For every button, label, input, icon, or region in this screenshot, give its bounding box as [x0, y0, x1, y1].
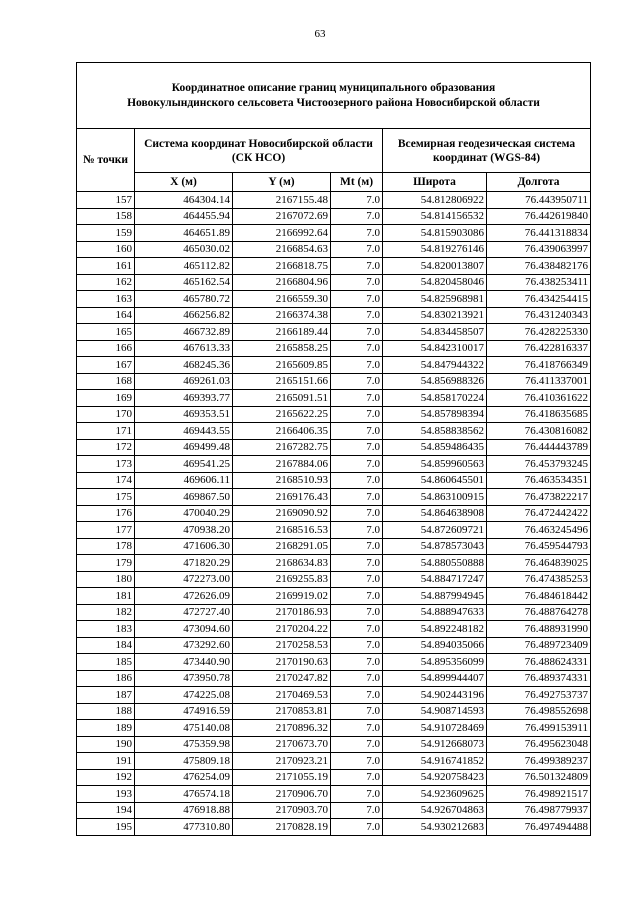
cell-longitude: 76.410361622 [487, 390, 591, 407]
cell-point-number: 158 [77, 208, 135, 225]
cell-x: 469867.50 [135, 489, 233, 506]
header-y: Y (м) [233, 173, 331, 192]
cell-mt: 7.0 [331, 472, 383, 489]
cell-point-number: 161 [77, 258, 135, 275]
table-title-line-2: Новокулындинского сельсовета Чистоозерного района Новосибирской области [127, 96, 540, 109]
cell-y: 2170903.70 [233, 802, 331, 819]
cell-latitude: 54.884717247 [383, 571, 487, 588]
cell-y: 2170258.53 [233, 637, 331, 654]
header-wgs-system: Всемирная геодезическая система координат (WGS-84) [383, 129, 591, 173]
table-row [77, 621, 591, 638]
cell-latitude: 54.812806922 [383, 192, 487, 209]
cell-latitude: 54.856988326 [383, 373, 487, 390]
cell-y: 2165858.25 [233, 340, 331, 357]
cell-point-number: 159 [77, 225, 135, 242]
cell-point-number: 173 [77, 456, 135, 473]
cell-mt: 7.0 [331, 522, 383, 539]
cell-y: 2166406.35 [233, 423, 331, 440]
cell-y: 2170853.81 [233, 703, 331, 720]
cell-longitude: 76.442619840 [487, 208, 591, 225]
header-mt: Mt (м) [331, 173, 383, 192]
cell-x: 465162.54 [135, 274, 233, 291]
cell-x: 466732.89 [135, 324, 233, 341]
cell-latitude: 54.880550888 [383, 555, 487, 572]
table-row [77, 687, 591, 704]
cell-longitude: 76.411337001 [487, 373, 591, 390]
cell-x: 476918.88 [135, 802, 233, 819]
cell-x: 476254.09 [135, 769, 233, 786]
cell-latitude: 54.902443196 [383, 687, 487, 704]
cell-point-number: 191 [77, 753, 135, 770]
cell-point-number: 160 [77, 241, 135, 258]
cell-mt: 7.0 [331, 192, 383, 209]
cell-latitude: 54.926704863 [383, 802, 487, 819]
cell-latitude: 54.842310017 [383, 340, 487, 357]
cell-point-number: 166 [77, 340, 135, 357]
cell-latitude: 54.834458507 [383, 324, 487, 341]
table-row [77, 390, 591, 407]
cell-longitude: 76.418766349 [487, 357, 591, 374]
page-number: 63 [314, 28, 326, 40]
table-row [77, 373, 591, 390]
table-row [77, 819, 591, 836]
cell-y: 2166374.38 [233, 307, 331, 324]
cell-x: 475809.18 [135, 753, 233, 770]
cell-latitude: 54.872609721 [383, 522, 487, 539]
cell-y: 2169176.43 [233, 489, 331, 506]
cell-latitude: 54.820013807 [383, 258, 487, 275]
cell-mt: 7.0 [331, 720, 383, 737]
cell-y: 2170247.82 [233, 670, 331, 687]
cell-latitude: 54.814156532 [383, 208, 487, 225]
table-row [77, 786, 591, 803]
cell-x: 465780.72 [135, 291, 233, 308]
cell-y: 2166854.63 [233, 241, 331, 258]
cell-x: 468245.36 [135, 357, 233, 374]
header-nso-system: Система координат Новосибирской области (СК НСО) [135, 129, 383, 173]
table-row [77, 192, 591, 209]
cell-mt: 7.0 [331, 736, 383, 753]
cell-x: 464651.89 [135, 225, 233, 242]
cell-longitude: 76.443950711 [487, 192, 591, 209]
cell-x: 473094.60 [135, 621, 233, 638]
table-row [77, 736, 591, 753]
cell-longitude: 76.422816337 [487, 340, 591, 357]
cell-point-number: 169 [77, 390, 135, 407]
cell-x: 473292.60 [135, 637, 233, 654]
table-row [77, 571, 591, 588]
cell-longitude: 76.431240343 [487, 307, 591, 324]
cell-longitude: 76.488624331 [487, 654, 591, 671]
cell-longitude: 76.444443789 [487, 439, 591, 456]
cell-longitude: 76.495623048 [487, 736, 591, 753]
cell-longitude: 76.418635685 [487, 406, 591, 423]
cell-longitude: 76.463534351 [487, 472, 591, 489]
cell-point-number: 170 [77, 406, 135, 423]
cell-point-number: 165 [77, 324, 135, 341]
cell-y: 2170186.93 [233, 604, 331, 621]
cell-longitude: 76.484618442 [487, 588, 591, 605]
cell-latitude: 54.820458046 [383, 274, 487, 291]
cell-y: 2166804.96 [233, 274, 331, 291]
cell-latitude: 54.908714593 [383, 703, 487, 720]
cell-latitude: 54.887994945 [383, 588, 487, 605]
cell-longitude: 76.453793245 [487, 456, 591, 473]
cell-y: 2168291.05 [233, 538, 331, 555]
cell-x: 470040.29 [135, 505, 233, 522]
cell-y: 2165609.85 [233, 357, 331, 374]
cell-x: 473950.78 [135, 670, 233, 687]
cell-longitude: 76.434254415 [487, 291, 591, 308]
cell-point-number: 195 [77, 819, 135, 836]
cell-mt: 7.0 [331, 241, 383, 258]
cell-point-number: 184 [77, 637, 135, 654]
table-title [77, 63, 591, 129]
cell-x: 469261.03 [135, 373, 233, 390]
cell-y: 2167155.48 [233, 192, 331, 209]
cell-y: 2169255.83 [233, 571, 331, 588]
cell-mt: 7.0 [331, 621, 383, 638]
cell-y: 2168510.93 [233, 472, 331, 489]
cell-y: 2170190.63 [233, 654, 331, 671]
cell-x: 466256.82 [135, 307, 233, 324]
cell-mt: 7.0 [331, 208, 383, 225]
cell-x: 473440.90 [135, 654, 233, 671]
cell-longitude: 76.439063997 [487, 241, 591, 258]
cell-mt: 7.0 [331, 538, 383, 555]
header-point-number: № точки [77, 129, 135, 192]
cell-longitude: 76.459544793 [487, 538, 591, 555]
table-row [77, 604, 591, 621]
cell-point-number: 180 [77, 571, 135, 588]
cell-latitude: 54.863100915 [383, 489, 487, 506]
table-row [77, 522, 591, 539]
cell-mt: 7.0 [331, 489, 383, 506]
cell-x: 472626.09 [135, 588, 233, 605]
cell-latitude: 54.910728469 [383, 720, 487, 737]
cell-x: 475140.08 [135, 720, 233, 737]
cell-latitude: 54.860645501 [383, 472, 487, 489]
cell-latitude: 54.899944407 [383, 670, 487, 687]
table-row [77, 291, 591, 308]
cell-point-number: 193 [77, 786, 135, 803]
cell-mt: 7.0 [331, 274, 383, 291]
cell-longitude: 76.489374331 [487, 670, 591, 687]
table-row [77, 456, 591, 473]
cell-longitude: 76.488764278 [487, 604, 591, 621]
table-row [77, 406, 591, 423]
cell-mt: 7.0 [331, 637, 383, 654]
cell-point-number: 187 [77, 687, 135, 704]
cell-latitude: 54.858838562 [383, 423, 487, 440]
table-row [77, 654, 591, 671]
cell-longitude: 76.464839025 [487, 555, 591, 572]
table-row [77, 472, 591, 489]
cell-y: 2167072.69 [233, 208, 331, 225]
cell-point-number: 171 [77, 423, 135, 440]
table-row [77, 258, 591, 275]
cell-latitude: 54.878573043 [383, 538, 487, 555]
cell-point-number: 194 [77, 802, 135, 819]
cell-point-number: 182 [77, 604, 135, 621]
cell-longitude: 76.499153911 [487, 720, 591, 737]
table-row [77, 439, 591, 456]
table-row [77, 357, 591, 374]
cell-longitude: 76.472442422 [487, 505, 591, 522]
cell-point-number: 183 [77, 621, 135, 638]
coordinate-table [76, 62, 591, 836]
cell-y: 2170923.21 [233, 753, 331, 770]
cell-x: 469393.77 [135, 390, 233, 407]
cell-x: 474916.59 [135, 703, 233, 720]
cell-longitude: 76.438253411 [487, 274, 591, 291]
header-x: X (м) [135, 173, 233, 192]
cell-x: 472273.00 [135, 571, 233, 588]
cell-x: 469353.51 [135, 406, 233, 423]
cell-mt: 7.0 [331, 406, 383, 423]
cell-y: 2169919.02 [233, 588, 331, 605]
cell-point-number: 190 [77, 736, 135, 753]
cell-longitude: 76.497494488 [487, 819, 591, 836]
cell-longitude: 76.488931990 [487, 621, 591, 638]
cell-longitude: 76.428225330 [487, 324, 591, 341]
cell-y: 2165151.66 [233, 373, 331, 390]
cell-y: 2168516.53 [233, 522, 331, 539]
cell-y: 2170673.70 [233, 736, 331, 753]
cell-point-number: 167 [77, 357, 135, 374]
table-row [77, 703, 591, 720]
cell-latitude: 54.859960563 [383, 456, 487, 473]
table-row [77, 489, 591, 506]
cell-point-number: 176 [77, 505, 135, 522]
cell-mt: 7.0 [331, 357, 383, 374]
cell-point-number: 175 [77, 489, 135, 506]
cell-mt: 7.0 [331, 423, 383, 440]
cell-x: 469443.55 [135, 423, 233, 440]
cell-mt: 7.0 [331, 819, 383, 836]
cell-y: 2165091.51 [233, 390, 331, 407]
cell-point-number: 178 [77, 538, 135, 555]
cell-mt: 7.0 [331, 390, 383, 407]
cell-longitude: 76.474385253 [487, 571, 591, 588]
cell-point-number: 174 [77, 472, 135, 489]
header-longitude: Долгота [487, 173, 591, 192]
table-row [77, 670, 591, 687]
table-row [77, 637, 591, 654]
cell-latitude: 54.895356099 [383, 654, 487, 671]
cell-x: 471820.29 [135, 555, 233, 572]
cell-latitude: 54.815903086 [383, 225, 487, 242]
cell-latitude: 54.930212683 [383, 819, 487, 836]
cell-y: 2171055.19 [233, 769, 331, 786]
cell-mt: 7.0 [331, 802, 383, 819]
cell-x: 472727.40 [135, 604, 233, 621]
cell-x: 464304.14 [135, 192, 233, 209]
cell-mt: 7.0 [331, 291, 383, 308]
header-latitude: Широта [383, 173, 487, 192]
cell-longitude: 76.441318834 [487, 225, 591, 242]
cell-latitude: 54.859486435 [383, 439, 487, 456]
cell-mt: 7.0 [331, 604, 383, 621]
cell-longitude: 76.498552698 [487, 703, 591, 720]
table-row [77, 538, 591, 555]
cell-mt: 7.0 [331, 753, 383, 770]
table-row [77, 753, 591, 770]
table-row [77, 769, 591, 786]
cell-latitude: 54.888947633 [383, 604, 487, 621]
cell-x: 471606.30 [135, 538, 233, 555]
cell-x: 464455.94 [135, 208, 233, 225]
cell-mt: 7.0 [331, 307, 383, 324]
cell-longitude: 76.492753737 [487, 687, 591, 704]
cell-mt: 7.0 [331, 786, 383, 803]
table-row [77, 720, 591, 737]
cell-point-number: 188 [77, 703, 135, 720]
cell-point-number: 168 [77, 373, 135, 390]
cell-mt: 7.0 [331, 340, 383, 357]
cell-x: 467613.33 [135, 340, 233, 357]
cell-longitude: 76.438482176 [487, 258, 591, 275]
cell-point-number: 163 [77, 291, 135, 308]
cell-longitude: 76.430816082 [487, 423, 591, 440]
cell-point-number: 162 [77, 274, 135, 291]
cell-mt: 7.0 [331, 555, 383, 572]
cell-mt: 7.0 [331, 703, 383, 720]
cell-latitude: 54.892248182 [383, 621, 487, 638]
table-row [77, 241, 591, 258]
cell-longitude: 76.489723409 [487, 637, 591, 654]
cell-y: 2169090.92 [233, 505, 331, 522]
cell-mt: 7.0 [331, 687, 383, 704]
cell-x: 477310.80 [135, 819, 233, 836]
cell-point-number: 192 [77, 769, 135, 786]
cell-latitude: 54.847944322 [383, 357, 487, 374]
cell-longitude: 76.498921517 [487, 786, 591, 803]
cell-x: 475359.98 [135, 736, 233, 753]
cell-point-number: 179 [77, 555, 135, 572]
cell-mt: 7.0 [331, 373, 383, 390]
table-row [77, 555, 591, 572]
cell-y: 2166818.75 [233, 258, 331, 275]
cell-point-number: 189 [77, 720, 135, 737]
cell-y: 2167884.06 [233, 456, 331, 473]
table-row [77, 423, 591, 440]
cell-y: 2166189.44 [233, 324, 331, 341]
cell-y: 2167282.75 [233, 439, 331, 456]
cell-y: 2170828.19 [233, 819, 331, 836]
cell-latitude: 54.864638908 [383, 505, 487, 522]
cell-x: 469499.48 [135, 439, 233, 456]
table-body [77, 192, 591, 836]
cell-longitude: 76.498779937 [487, 802, 591, 819]
cell-latitude: 54.923609625 [383, 786, 487, 803]
cell-longitude: 76.499389237 [487, 753, 591, 770]
cell-y: 2170204.22 [233, 621, 331, 638]
cell-mt: 7.0 [331, 225, 383, 242]
cell-point-number: 157 [77, 192, 135, 209]
cell-latitude: 54.916741852 [383, 753, 487, 770]
cell-y: 2170896.32 [233, 720, 331, 737]
table-row [77, 208, 591, 225]
table-title-line-1: Координатное описание границ муниципального образования [171, 81, 496, 94]
cell-point-number: 177 [77, 522, 135, 539]
table-row [77, 225, 591, 242]
cell-y: 2170469.53 [233, 687, 331, 704]
cell-latitude: 54.858170224 [383, 390, 487, 407]
cell-latitude: 54.857898394 [383, 406, 487, 423]
cell-latitude: 54.912668073 [383, 736, 487, 753]
cell-mt: 7.0 [331, 571, 383, 588]
cell-mt: 7.0 [331, 654, 383, 671]
cell-point-number: 186 [77, 670, 135, 687]
cell-y: 2166992.64 [233, 225, 331, 242]
table-row [77, 307, 591, 324]
cell-point-number: 172 [77, 439, 135, 456]
cell-longitude: 76.463245496 [487, 522, 591, 539]
cell-mt: 7.0 [331, 769, 383, 786]
cell-mt: 7.0 [331, 324, 383, 341]
cell-mt: 7.0 [331, 670, 383, 687]
cell-longitude: 76.501324809 [487, 769, 591, 786]
cell-x: 476574.18 [135, 786, 233, 803]
cell-mt: 7.0 [331, 505, 383, 522]
cell-y: 2168634.83 [233, 555, 331, 572]
cell-latitude: 54.894035066 [383, 637, 487, 654]
cell-y: 2165622.25 [233, 406, 331, 423]
table-row [77, 505, 591, 522]
cell-mt: 7.0 [331, 439, 383, 456]
table-row [77, 588, 591, 605]
cell-point-number: 181 [77, 588, 135, 605]
table-row [77, 324, 591, 341]
cell-latitude: 54.920758423 [383, 769, 487, 786]
cell-latitude: 54.825968981 [383, 291, 487, 308]
cell-latitude: 54.830213921 [383, 307, 487, 324]
cell-x: 465112.82 [135, 258, 233, 275]
cell-x: 474225.08 [135, 687, 233, 704]
table-row [77, 802, 591, 819]
cell-mt: 7.0 [331, 258, 383, 275]
cell-point-number: 185 [77, 654, 135, 671]
table-row [77, 274, 591, 291]
cell-x: 469606.11 [135, 472, 233, 489]
cell-latitude: 54.819276146 [383, 241, 487, 258]
cell-point-number: 164 [77, 307, 135, 324]
cell-longitude: 76.473822217 [487, 489, 591, 506]
cell-y: 2170906.70 [233, 786, 331, 803]
cell-x: 470938.20 [135, 522, 233, 539]
cell-x: 469541.25 [135, 456, 233, 473]
cell-mt: 7.0 [331, 456, 383, 473]
cell-y: 2166559.30 [233, 291, 331, 308]
table-row [77, 340, 591, 357]
cell-x: 465030.02 [135, 241, 233, 258]
cell-mt: 7.0 [331, 588, 383, 605]
